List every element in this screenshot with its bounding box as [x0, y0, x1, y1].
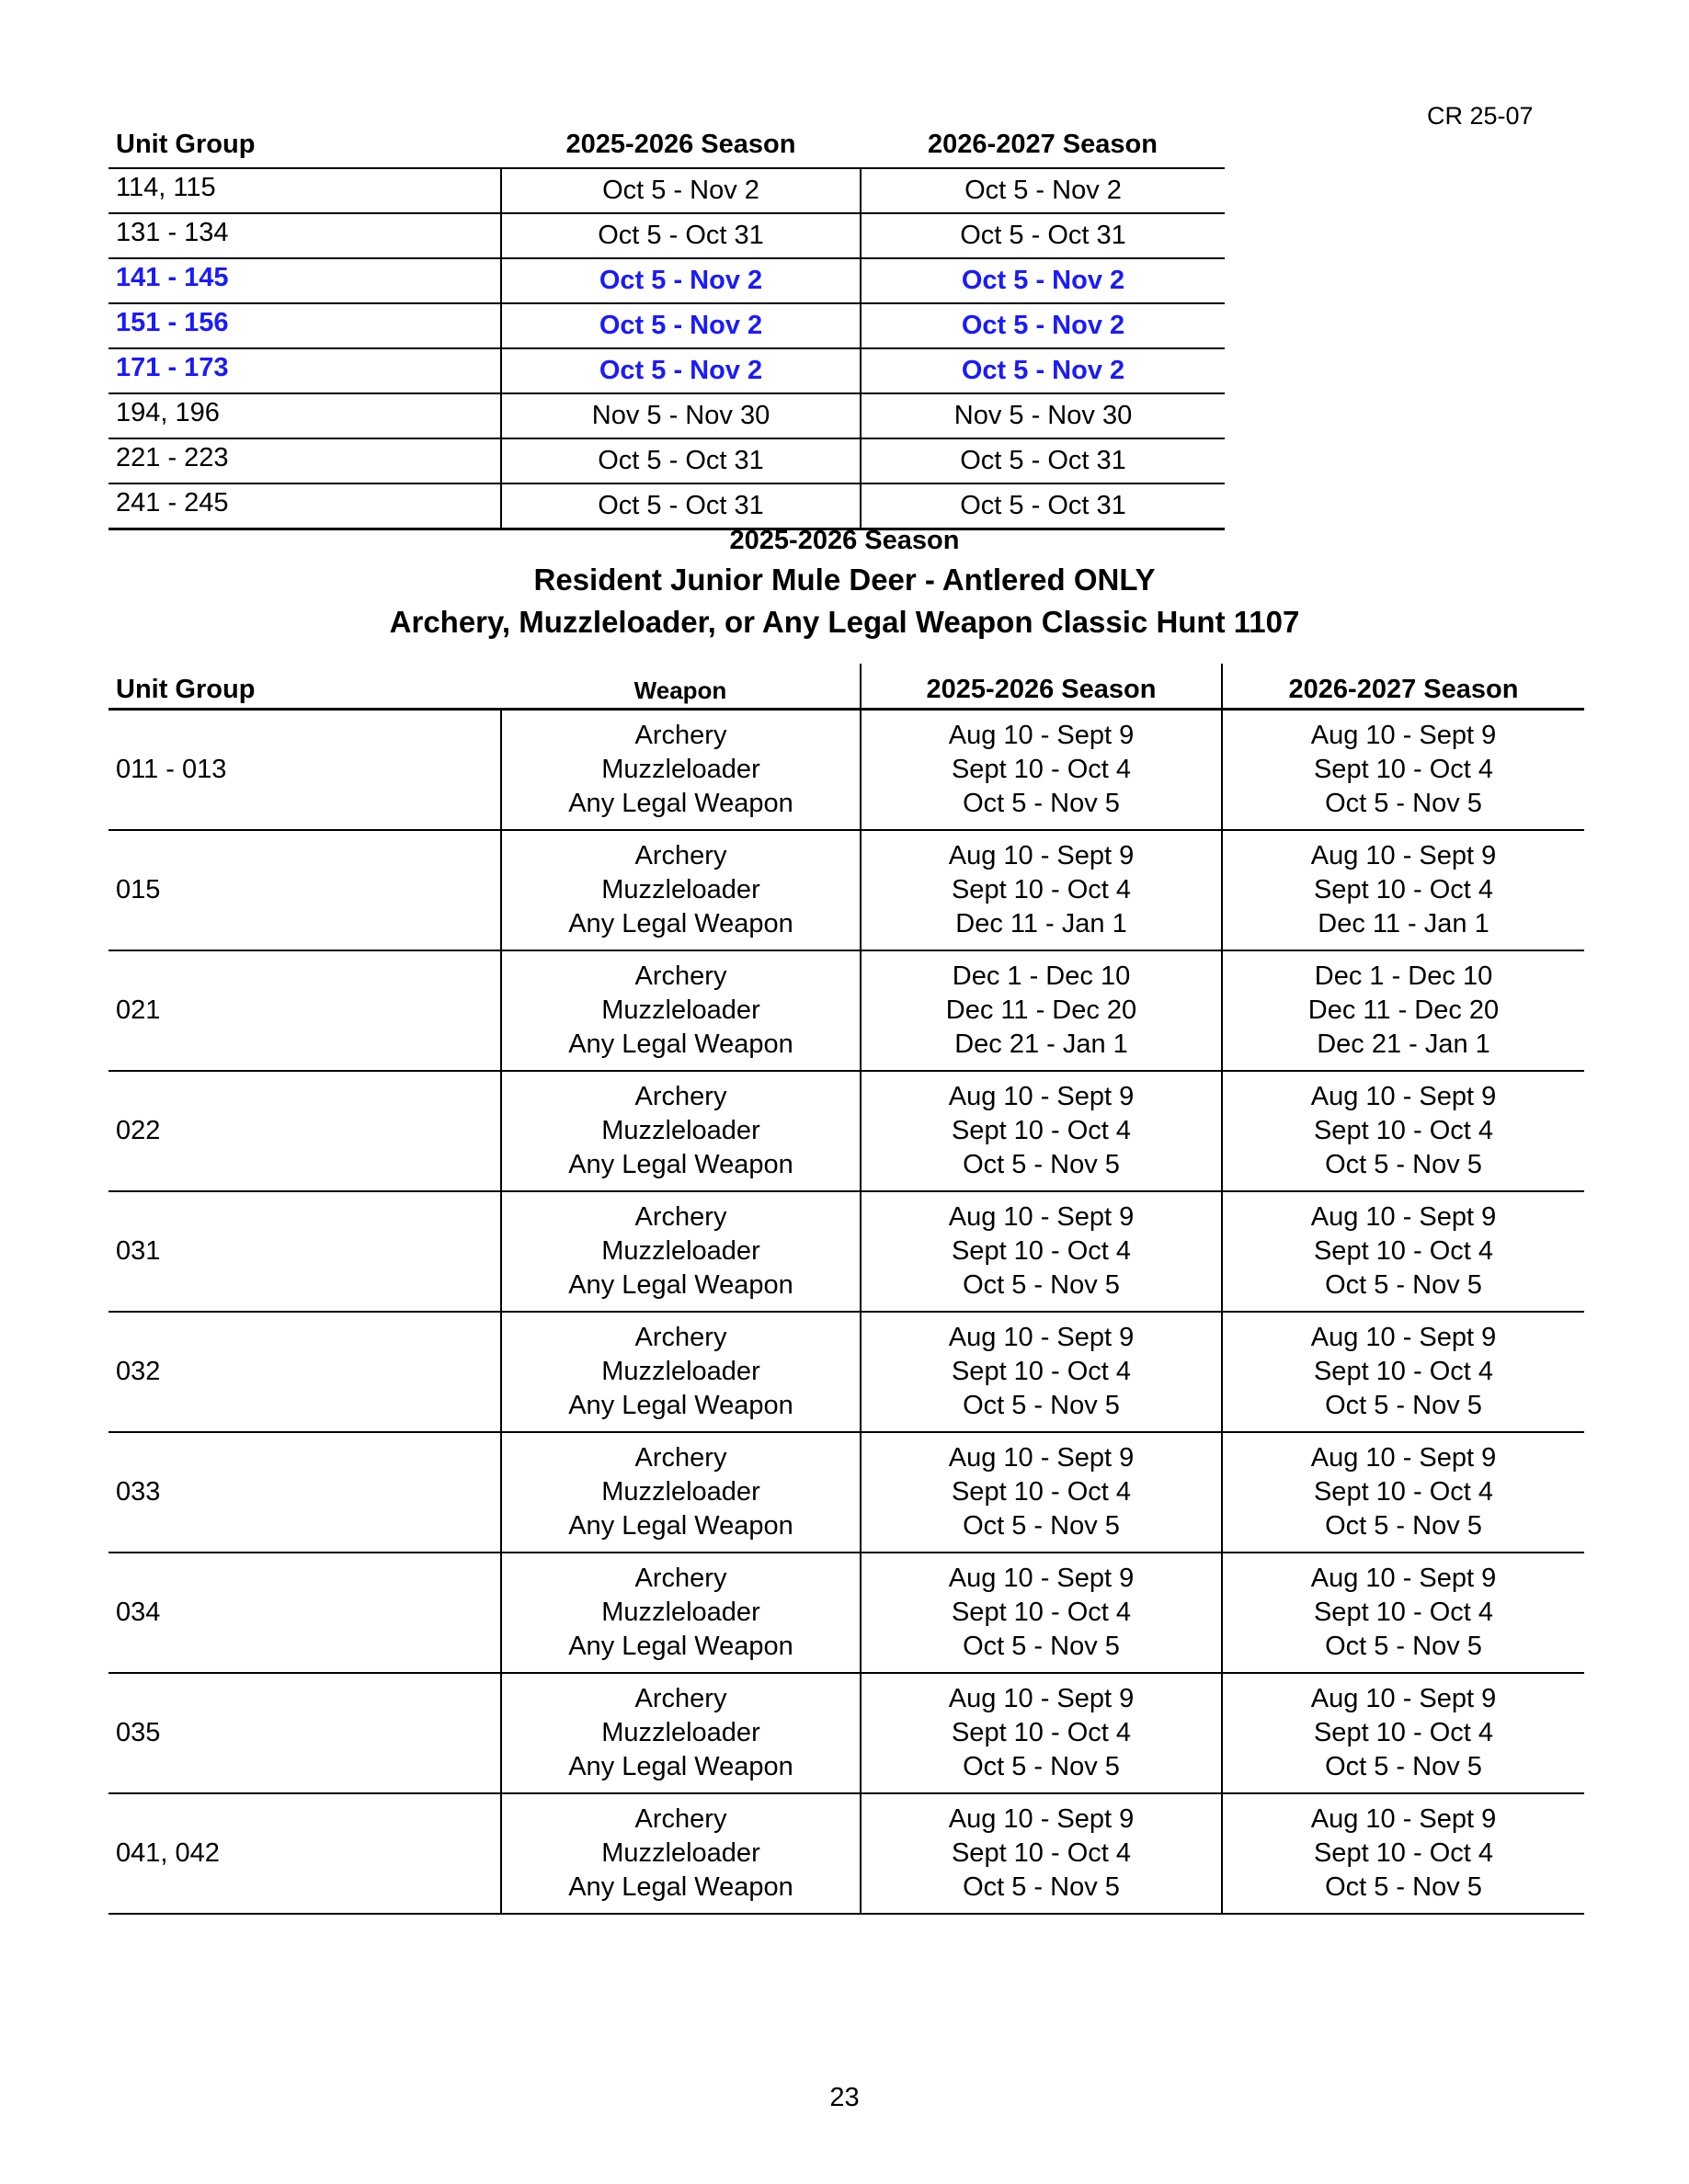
date-range: Sept 10 - Oct 4: [1313, 755, 1494, 784]
weapon-cell: [501, 1793, 861, 1914]
season-2026-2027-cell: [1222, 950, 1584, 1071]
table-row: [108, 348, 1225, 393]
date-range: Sept 10 - Oct 4: [951, 875, 1132, 904]
table-row: [108, 830, 1584, 950]
date-range: Sept 10 - Oct 4: [1313, 1838, 1494, 1868]
weapon-line: Muzzleloader: [601, 1838, 760, 1868]
weapon-line: Archery: [634, 961, 727, 991]
unit-group-cell: 022: [108, 1071, 501, 1191]
season-2026-2027-cell: Oct 5 - Oct 31: [861, 483, 1225, 529]
date-range: Aug 10 - Sept 9: [948, 1684, 1135, 1713]
date-range: Dec 1 - Dec 10: [1314, 961, 1493, 991]
unit-group-cell: 034: [108, 1553, 501, 1673]
weapon-line: Muzzleloader: [601, 1477, 760, 1507]
unit-group-cell: 141 - 145: [108, 258, 501, 303]
weapon-line: Archery: [634, 1082, 727, 1111]
season-2025-2026-cell: Oct 5 - Nov 2: [501, 168, 861, 213]
date-range: Aug 10 - Sept 9: [1310, 1443, 1497, 1473]
season-2025-2026-cell: [861, 1673, 1222, 1793]
season-2025-2026-cell: [861, 950, 1222, 1071]
date-range: Sept 10 - Oct 4: [951, 1598, 1132, 1627]
date-range: Oct 5 - Nov 5: [1325, 1270, 1482, 1300]
season-2025-2026-cell: Oct 5 - Nov 2: [501, 348, 861, 393]
weapon-line: Archery: [634, 1684, 727, 1713]
season-2026-2027-cell: Oct 5 - Nov 2: [861, 348, 1225, 393]
weapon-cell: [501, 1553, 861, 1673]
weapon-cell: [501, 1312, 861, 1432]
date-range: Aug 10 - Sept 9: [948, 1443, 1135, 1473]
season-2025-2026-cell: [861, 1191, 1222, 1312]
weapon-line: Muzzleloader: [601, 1598, 760, 1627]
season-2025-2026-cell: [861, 1553, 1222, 1673]
weapon-line: Any Legal Weapon: [568, 789, 793, 818]
weapon-cell: [501, 1432, 861, 1553]
unit-group-header: Unit Group: [108, 664, 501, 710]
weapon-line: Muzzleloader: [601, 995, 760, 1025]
weapon-line: Any Legal Weapon: [568, 1872, 793, 1902]
date-range: Sept 10 - Oct 4: [951, 1116, 1132, 1145]
date-range: Sept 10 - Oct 4: [1313, 1357, 1494, 1386]
date-range: Oct 5 - Nov 5: [963, 789, 1120, 818]
season-2026-2027-cell: [1222, 1312, 1584, 1432]
table-row: [108, 1071, 1584, 1191]
table-row: [108, 1432, 1584, 1553]
table-row: [108, 303, 1225, 348]
document-reference: CR 25-07: [1427, 102, 1534, 130]
date-range: Oct 5 - Nov 5: [963, 1511, 1120, 1541]
date-range: Aug 10 - Sept 9: [948, 1323, 1135, 1352]
unit-group-cell: 021: [108, 950, 501, 1071]
date-range: Dec 11 - Dec 20: [1307, 995, 1500, 1025]
weapon-line: Any Legal Weapon: [568, 1632, 793, 1661]
weapon-header: Weapon: [501, 664, 861, 710]
date-range: Sept 10 - Oct 4: [1313, 875, 1494, 904]
weapon-line: Archery: [634, 1323, 727, 1352]
unit-group-cell: 033: [108, 1432, 501, 1553]
weapon-line: Muzzleloader: [601, 1116, 760, 1145]
table-row: [108, 168, 1225, 213]
hunt-title: Resident Junior Mule Deer - Antlered ONLY: [533, 563, 1156, 597]
date-range: Oct 5 - Nov 5: [963, 1391, 1120, 1420]
season-2026-2027-cell: Oct 5 - Nov 2: [861, 303, 1225, 348]
table-row: [108, 1191, 1584, 1312]
weapon-line: Muzzleloader: [601, 875, 760, 904]
season-2025-2026-cell: Oct 5 - Oct 31: [501, 213, 861, 258]
date-range: Oct 5 - Nov 5: [1325, 1150, 1482, 1179]
unit-group-cell: 041, 042: [108, 1793, 501, 1914]
weapon-line: Archery: [634, 1804, 727, 1834]
table-row: [108, 1793, 1584, 1914]
hunt-table: [108, 664, 1584, 1915]
date-range: Dec 21 - Jan 1: [1317, 1029, 1490, 1059]
weapon-line: Any Legal Weapon: [568, 1150, 793, 1179]
date-range: Oct 5 - Nov 5: [963, 1752, 1120, 1781]
table-row: [108, 483, 1225, 529]
table-row: [108, 1312, 1584, 1432]
weapon-line: Archery: [634, 1564, 727, 1593]
season-2026-2027-cell: Oct 5 - Oct 31: [861, 438, 1225, 483]
date-range: Dec 21 - Jan 1: [954, 1029, 1128, 1059]
season-2026-2027-cell: Nov 5 - Nov 30: [861, 393, 1225, 438]
season-2026-2027-cell: Oct 5 - Nov 2: [861, 168, 1225, 213]
date-range: Oct 5 - Nov 5: [1325, 1872, 1482, 1902]
unit-group-cell: 221 - 223: [108, 438, 501, 483]
date-range: Oct 5 - Nov 5: [963, 1150, 1120, 1179]
date-range: Dec 11 - Jan 1: [955, 909, 1127, 938]
season-2025-2026-cell: Oct 5 - Oct 31: [501, 483, 861, 529]
season-2025-2026-cell: [861, 1793, 1222, 1914]
season-2025-2026-cell: [861, 1071, 1222, 1191]
unit-group-cell: 241 - 245: [108, 483, 501, 529]
date-range: Sept 10 - Oct 4: [951, 755, 1132, 784]
season-table-header-row: [108, 108, 1225, 168]
date-range: Aug 10 - Sept 9: [948, 841, 1135, 870]
date-range: Aug 10 - Sept 9: [948, 1202, 1135, 1232]
weapon-line: Muzzleloader: [601, 1718, 760, 1747]
date-range: Oct 5 - Nov 5: [963, 1872, 1120, 1902]
unit-group-cell: 151 - 156: [108, 303, 501, 348]
unit-group-header: Unit Group: [108, 108, 501, 168]
date-range: Aug 10 - Sept 9: [1310, 1684, 1497, 1713]
weapon-line: Archery: [634, 1443, 727, 1473]
season-2026-2027-cell: [1222, 1673, 1584, 1793]
date-range: Dec 11 - Dec 20: [945, 995, 1137, 1025]
date-range: Oct 5 - Nov 5: [1325, 789, 1482, 818]
date-range: Aug 10 - Sept 9: [1310, 841, 1497, 870]
weapon-cell: [501, 1071, 861, 1191]
unit-group-cell: 015: [108, 830, 501, 950]
date-range: Aug 10 - Sept 9: [948, 1804, 1135, 1834]
season-2026-2027-cell: [1222, 830, 1584, 950]
date-range: Dec 11 - Jan 1: [1318, 909, 1489, 938]
weapon-line: Any Legal Weapon: [568, 1511, 793, 1541]
date-range: Oct 5 - Nov 5: [1325, 1752, 1482, 1781]
weapon-cell: [501, 1673, 861, 1793]
date-range: Aug 10 - Sept 9: [948, 721, 1135, 750]
date-range: Sept 10 - Oct 4: [951, 1477, 1132, 1507]
unit-group-cell: 171 - 173: [108, 348, 501, 393]
season-2025-2026-cell: [861, 710, 1222, 831]
table-row: [108, 950, 1584, 1071]
season-2025-2026-cell: Oct 5 - Nov 2: [501, 258, 861, 303]
date-range: Aug 10 - Sept 9: [1310, 1804, 1497, 1834]
table-row: [108, 438, 1225, 483]
date-range: Oct 5 - Nov 5: [1325, 1391, 1482, 1420]
season-2025-2026-cell: Oct 5 - Nov 2: [501, 303, 861, 348]
date-range: Sept 10 - Oct 4: [1313, 1116, 1494, 1145]
season-2025-2026-cell: [861, 1432, 1222, 1553]
season-2026-2027-cell: [1222, 1553, 1584, 1673]
weapon-cell: [501, 1191, 861, 1312]
date-range: Aug 10 - Sept 9: [1310, 1323, 1497, 1352]
unit-group-cell: 011 - 013: [108, 710, 501, 831]
page-number: 23: [829, 2083, 860, 2112]
table-row: [108, 710, 1584, 831]
season-2026-2027-cell: [1222, 1191, 1584, 1312]
date-range: Sept 10 - Oct 4: [951, 1357, 1132, 1386]
season-2026-2027-cell: [1222, 1071, 1584, 1191]
unit-group-cell: 031: [108, 1191, 501, 1312]
unit-group-cell: 032: [108, 1312, 501, 1432]
season-2025-2026-cell: [861, 830, 1222, 950]
weapon-line: Any Legal Weapon: [568, 1391, 793, 1420]
weapon-cell: [501, 950, 861, 1071]
weapon-line: Any Legal Weapon: [568, 1270, 793, 1300]
hunt-table-header-row: [108, 664, 1584, 710]
season-2026-2027-header: 2026-2027 Season: [1222, 664, 1584, 710]
hunt-title-line-2: Archery, Muzzleloader, or Any Legal Weapon Classic Hunt 1107: [389, 605, 1300, 639]
weapon-line: Archery: [634, 841, 727, 870]
table-row: [108, 213, 1225, 258]
season-2026-2027-cell: [1222, 710, 1584, 831]
season-2025-2026-header: 2025-2026 Season: [861, 664, 1222, 710]
season-table: [108, 108, 1225, 530]
date-range: Aug 10 - Sept 9: [948, 1082, 1135, 1111]
table-row: [108, 258, 1225, 303]
date-range: Sept 10 - Oct 4: [951, 1718, 1132, 1747]
season-2026-2027-cell: Oct 5 - Nov 2: [861, 258, 1225, 303]
weapon-cell: [501, 830, 861, 950]
weapon-line: Archery: [634, 1202, 727, 1232]
weapon-line: Any Legal Weapon: [568, 1752, 793, 1781]
hunt-season-subtitle: 2025-2026 Season: [729, 526, 960, 555]
weapon-line: Any Legal Weapon: [568, 909, 793, 938]
table-row: [108, 1673, 1584, 1793]
weapon-cell: [501, 710, 861, 831]
season-2026-2027-cell: [1222, 1432, 1584, 1553]
date-range: Aug 10 - Sept 9: [1310, 721, 1497, 750]
table-row: [108, 1553, 1584, 1673]
date-range: Aug 10 - Sept 9: [1310, 1202, 1497, 1232]
date-range: Aug 10 - Sept 9: [948, 1564, 1135, 1593]
unit-group-cell: 035: [108, 1673, 501, 1793]
season-2025-2026-header: 2025-2026 Season: [501, 108, 861, 168]
unit-group-cell: 131 - 134: [108, 213, 501, 258]
season-2026-2027-header: 2026-2027 Season: [861, 108, 1225, 168]
season-2025-2026-cell: Nov 5 - Nov 30: [501, 393, 861, 438]
date-range: Sept 10 - Oct 4: [951, 1838, 1132, 1868]
weapon-line: Muzzleloader: [601, 755, 760, 784]
date-range: Sept 10 - Oct 4: [951, 1236, 1132, 1266]
date-range: Sept 10 - Oct 4: [1313, 1236, 1494, 1266]
weapon-line: Any Legal Weapon: [568, 1029, 793, 1059]
unit-group-cell: 194, 196: [108, 393, 501, 438]
date-range: Aug 10 - Sept 9: [1310, 1082, 1497, 1111]
date-range: Sept 10 - Oct 4: [1313, 1718, 1494, 1747]
date-range: Sept 10 - Oct 4: [1313, 1598, 1494, 1627]
season-2025-2026-cell: [861, 1312, 1222, 1432]
date-range: Dec 1 - Dec 10: [952, 961, 1131, 991]
season-2025-2026-cell: Oct 5 - Oct 31: [501, 438, 861, 483]
unit-group-cell: 114, 115: [108, 168, 501, 213]
season-2026-2027-cell: Oct 5 - Oct 31: [861, 213, 1225, 258]
weapon-line: Muzzleloader: [601, 1357, 760, 1386]
date-range: Oct 5 - Nov 5: [1325, 1632, 1482, 1661]
weapon-line: Muzzleloader: [601, 1236, 760, 1266]
season-2026-2027-cell: [1222, 1793, 1584, 1914]
table-row: [108, 393, 1225, 438]
date-range: Sept 10 - Oct 4: [1313, 1477, 1494, 1507]
date-range: Oct 5 - Nov 5: [963, 1632, 1120, 1661]
date-range: Aug 10 - Sept 9: [1310, 1564, 1497, 1593]
date-range: Oct 5 - Nov 5: [963, 1270, 1120, 1300]
weapon-line: Archery: [634, 721, 727, 750]
date-range: Oct 5 - Nov 5: [1325, 1511, 1482, 1541]
